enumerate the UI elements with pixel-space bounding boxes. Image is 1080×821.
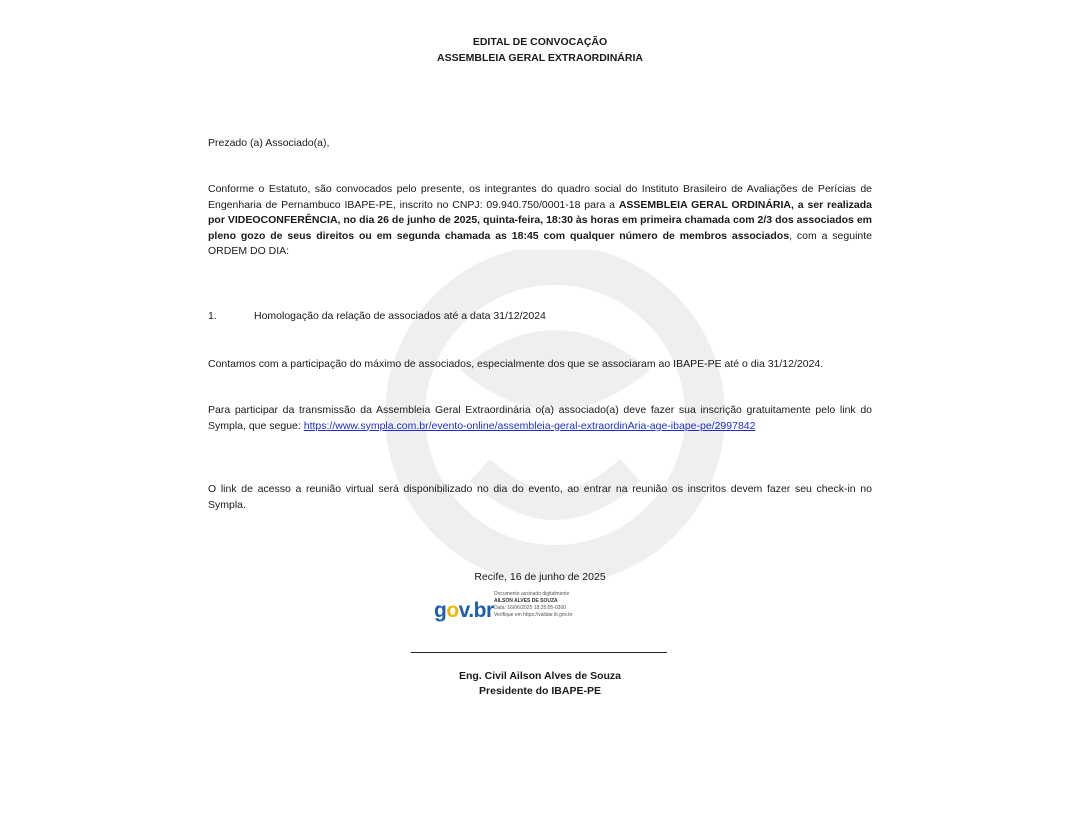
document-title: EDITAL DE CONVOCAÇÃO	[472, 36, 608, 48]
convocation-text-end: , com a seguinte ORDEM DO DIA:	[208, 229, 873, 257]
sympla-registration-link[interactable]: https://www.sympla.com.br/evento-online/assembleia-geral-extraordinAria-age-ibape-pe/2997842	[303, 419, 756, 432]
agenda-item-text: Homologação da relação de associados até a data 31/12/2024	[254, 310, 546, 322]
registration-paragraph	[208, 403, 872, 434]
signature-verify: Verifique em https://validar.iti.gov.br	[494, 612, 573, 618]
signature-date: Data: 16/06/2025 18:25:05-0300	[494, 605, 567, 611]
registration-text: Para participar da transmissão da Assembleia Geral Extraordinária o(a) associado(a) deve fazer sua inscrição gratuitamente pelo link do Sympla, que segue:	[208, 404, 872, 432]
convocation-bold-text: ASSEMBLEIA GERAL ORDINÁRIA, a ser realizada por VIDEOCONFERÊNCIA, no dia 26 de junho de 2025, quinta-feira, 18:30 às horas em primeira chamada com 2/3 dos associados em pleno gozo de seus direitos ou em segunda chamada as 18:45 com qualquer número de membros associados	[208, 198, 872, 242]
signer-role: Presidente do IBAPE-PE	[479, 685, 601, 697]
convocation-text: Conforme o Estatuto, são convocados pelo presente, os integrantes do quadro social do Instituto Brasileiro de Avaliações de Perícias de Engenharia de Pernambuco IBAPE-PE, inscrito no CNPJ: 09.940.750/0001-18 para a	[208, 183, 872, 211]
agenda-item-number: 1.	[208, 310, 217, 322]
agenda-item	[208, 310, 546, 322]
gov-br-logo: gov.br	[434, 599, 494, 622]
signer-name: Eng. Civil Ailson Alves de Souza	[458, 670, 621, 682]
signature-label: Documento assinado digitalmente	[494, 591, 570, 597]
participation-paragraph: Contamos com a participação do máximo de associados, especialmente dos que se associaram ao IBAPE-PE até o dia 31/12/2024.	[208, 358, 824, 370]
digital-signature-stamp	[430, 585, 650, 637]
convocation-paragraph	[208, 182, 872, 260]
place-date: Recife, 16 de junho de 2025	[474, 571, 606, 583]
signature-line	[411, 652, 667, 653]
document-subtitle: ASSEMBLEIA GERAL EXTRAORDINÁRIA	[437, 52, 643, 64]
greeting: Prezado (a) Associado(a),	[208, 137, 330, 149]
access-paragraph: O link de acesso a reunião virtual será disponibilizado no dia do evento, ao entrar na reunião os inscritos devem fazer seu check-in no Sympla.	[208, 483, 872, 511]
signature-details	[494, 591, 573, 619]
signature-name: AILSON ALVES DE SOUZA	[494, 598, 558, 604]
